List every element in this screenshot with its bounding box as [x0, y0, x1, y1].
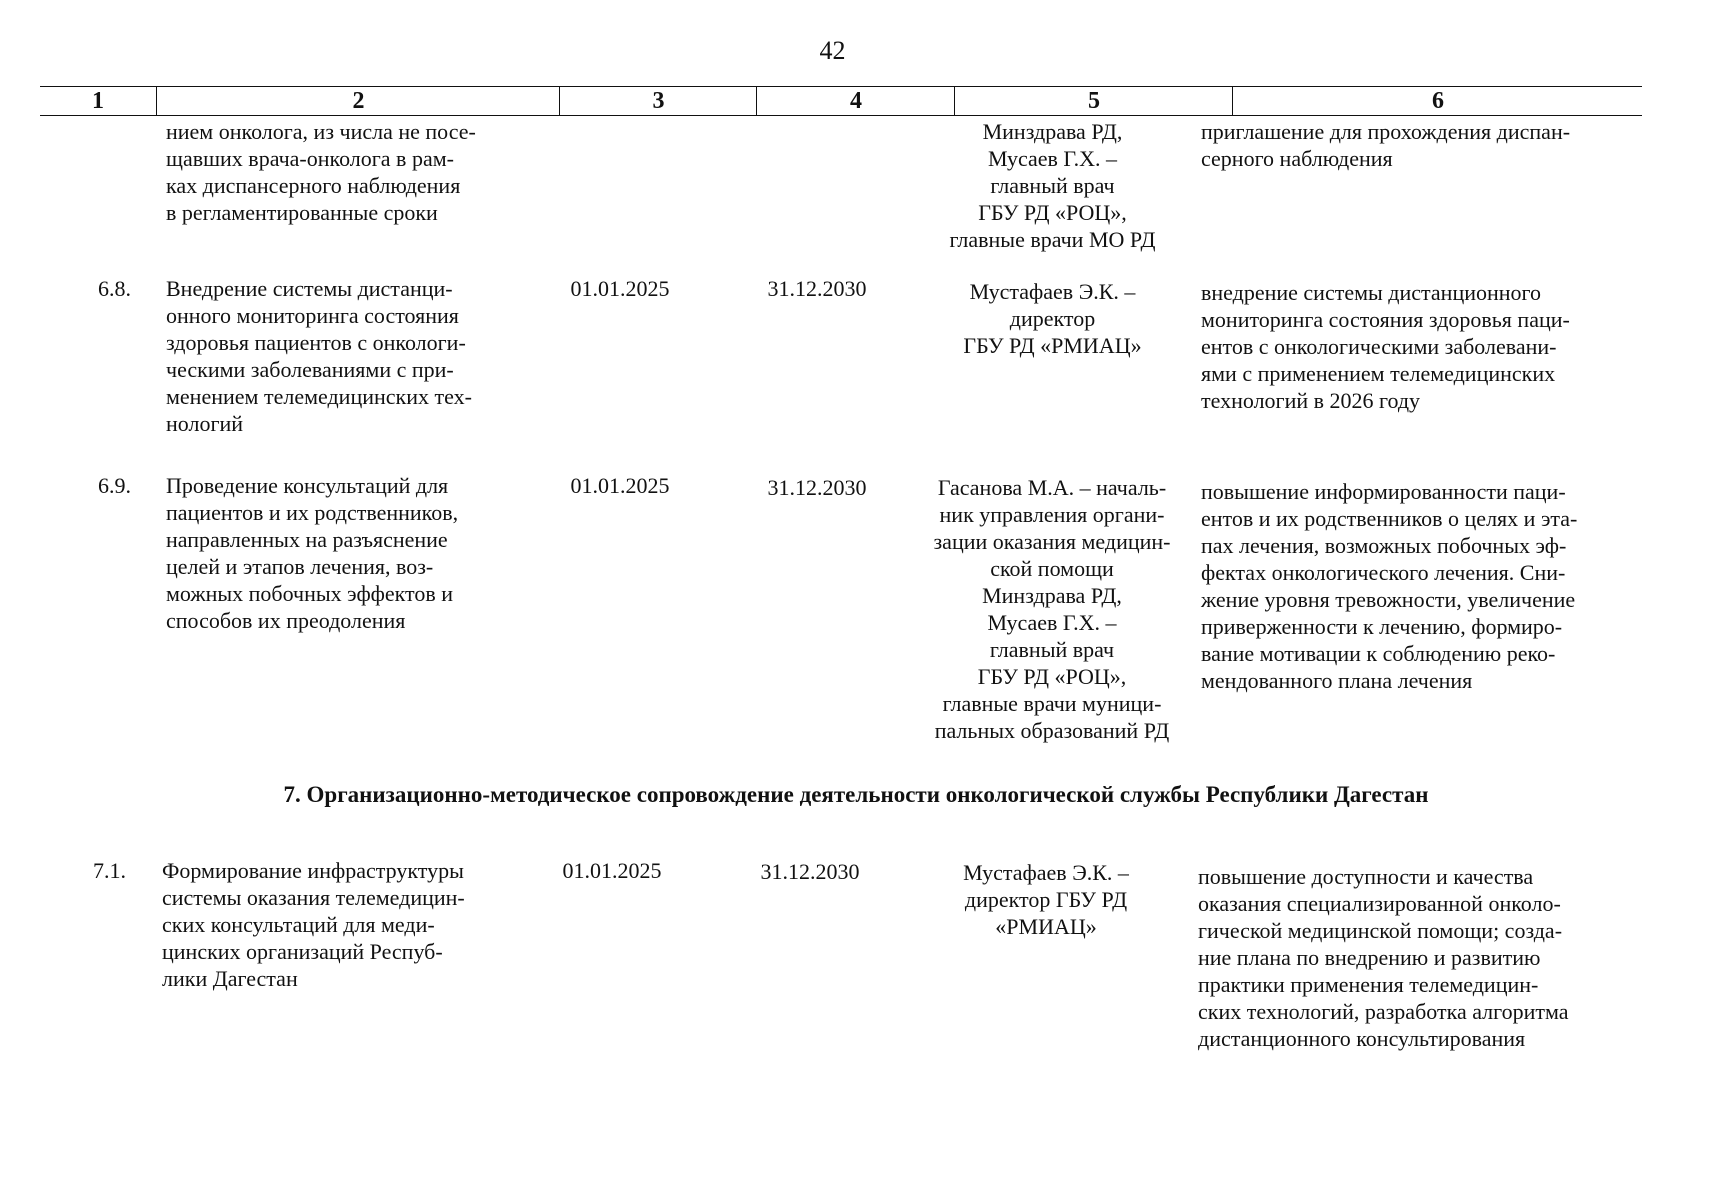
cell-end-date: 31.12.2030 [767, 276, 867, 301]
header-col-3: 3 [559, 86, 757, 116]
cell-start-date: 01.01.2025 [570, 276, 670, 301]
cell-responsible: Минздрава РД, Мусаев Г.Х. – главный врач ГБУ РД «РОЦ», главные врачи МО РД [949, 119, 1156, 252]
cell-number: 6.8. [98, 276, 131, 301]
cell-result: внедрение системы дистанционного мониторинга состояния здоровья паци- ентов с онкологическими заболевани- ями с применением телемедицинских технологий в 2026 году [1201, 280, 1570, 413]
cell-responsible: Гасанова М.А. – началь- ник управления органи- зации оказания медицин- ской помощи Минздрава РД, Мусаев Г.Х. – главный врач ГБУ РД «РОЦ», главные врачи муници- пальных образований РД [933, 475, 1171, 743]
cell-responsible: Мустафаев Э.К. – директор ГБУ РД «РМИАЦ» [963, 279, 1142, 358]
cell-description: Формирование инфраструктуры системы оказания телемедицин- ских консультаций для меди- цинских организаций Респуб- лики Дагестан [162, 858, 465, 991]
header-col-2: 2 [156, 86, 560, 116]
cell-description: Проведение консультаций для пациентов и их родственников, направленных на разъяснение целей и этапов лечения, воз- можных побочных эффектов и способов их преодоления [166, 473, 459, 633]
cell-description: нием онколога, из числа не посе- щавших врача-онколога в рам- ках диспансерного наблюдения в регламентированные сроки [166, 119, 476, 225]
cell-start-date: 01.01.2025 [570, 473, 670, 498]
cell-end-date: 31.12.2030 [760, 859, 860, 884]
cell-result: повышение доступности и качества оказания специализированной онколо- гической медицинской помощи; созда- ние плана по внедрению и развитию практики применения телемедицин- ских технологий, разработка алгоритма дистанционного консультирования [1198, 864, 1569, 1051]
cell-result: приглашение для прохождения диспан- серного наблюдения [1201, 119, 1571, 171]
page-number: 42 [819, 36, 846, 65]
header-col-4: 4 [756, 86, 955, 116]
cell-description: Внедрение системы дистанци- онного мониторинга состояния здоровья пациентов с онкологи- ческими заболеваниями с при- менением телемедицинских тех- нологий [166, 276, 472, 436]
cell-start-date: 01.01.2025 [562, 858, 662, 883]
cell-number: 6.9. [98, 473, 131, 498]
cell-responsible: Мустафаев Э.К. – директор ГБУ РД «РМИАЦ» [963, 860, 1129, 939]
cell-end-date: 31.12.2030 [767, 475, 867, 500]
cell-result: повышение информированности паци- ентов и их родственников о целях и эта- пах лечения, возможных побочных эф- фектах онкологического лечения. Сни- жение уровня тревожности, увеличение приверженности к лечению, формиро- вание мотивации к соблюдению реко- мендованного плана лечения [1201, 479, 1578, 693]
header-col-6: 6 [1232, 86, 1643, 116]
cell-number: 7.1. [93, 858, 126, 883]
section-title: 7. Организационно-методическое сопровождение деятельности онкологической службы Республики Дагестан [283, 782, 1429, 807]
header-col-1: 1 [92, 88, 104, 114]
table-header-row [40, 86, 1642, 116]
header-col-5: 5 [954, 86, 1233, 116]
